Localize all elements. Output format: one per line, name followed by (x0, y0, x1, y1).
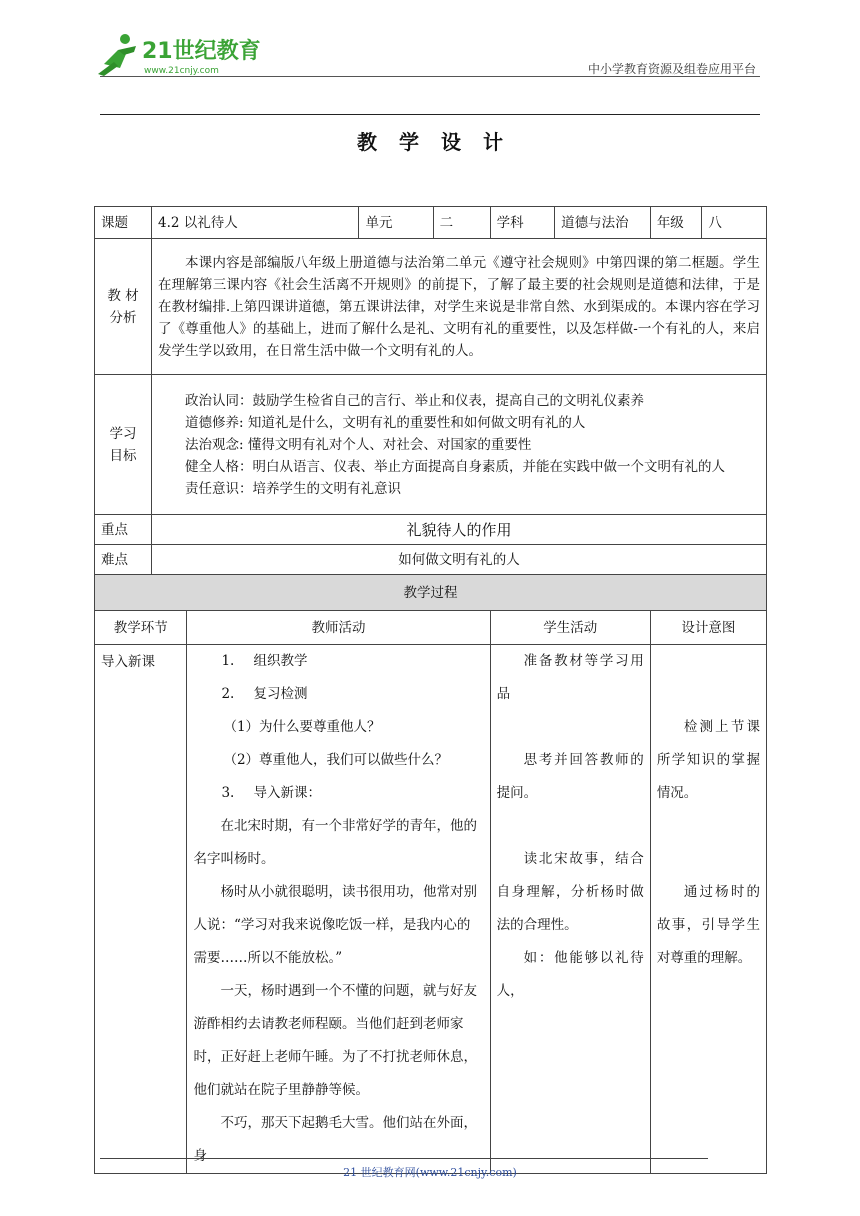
objective-item: 责任意识：培养学生的文明有礼意识 (184, 480, 401, 497)
key-point-label: 重点 (95, 515, 152, 545)
objective-item: 政治认同：鼓励学生检省自己的言行、举止和仪表，提高自己的文明礼仪素养 (184, 392, 644, 409)
analysis-text: 本课内容是部编版八年级上册道德与法治第二单元《遵守社会规则》中第四课的第二框题。学生在理解第三课内容《社会生活离不开规则》的前提下，了解了最主要的社会规则是道德和法律，于是在教材编排.上第四课讲道德，第五课讲法律，对学生来说是非常自然、水到渠成的。本课内容在学习了《尊重他人》的基础上，进而了解什么是礼、文明有礼的重要性，以及怎样做-一个有礼的人，来启发学生学以致用，在日常生活中做一个文明有礼的人。 (151, 239, 766, 375)
header-divider (100, 76, 760, 77)
analysis-label: 教 材 分析 (95, 239, 152, 375)
objective-item: 道德修养: 知道礼是什么，文明有礼的重要性和如何做文明有礼的人 (184, 414, 586, 431)
story-paragraph: 一天，杨时遇到一个不懂的问题，就与好友游酢相约去请教老师程颐。当他们赶到老师家时，正好赶上老师午睡。为了不打扰老师休息，他们就站在院子里静静等候。 (193, 983, 477, 1098)
intent-item: 通过杨时的故事，引导学生对尊重的理解。 (656, 884, 760, 966)
header-intent: 设计意图 (650, 611, 766, 645)
subject-value: 道德与法治 (555, 207, 651, 239)
site-logo (96, 28, 266, 80)
header-stage: 教学环节 (95, 611, 187, 645)
footer-link[interactable]: 21 世纪教育网(www.21cnjy.com) (343, 1166, 517, 1179)
teacher-step: 3. 导入新课： (221, 785, 321, 801)
story-paragraph: 杨时从小就很聪明，读书很用功，他常对别人说：“学习对我来说像吃饭一样，是我内心的需要……所以不能放松。” (193, 884, 477, 966)
footer-divider (100, 1158, 708, 1159)
header-student: 学生活动 (490, 611, 650, 645)
objective-item: 健全人格：明白从语言、仪表、举止方面提高自身素质，并能在实践中做一个文明有礼的人 (184, 458, 725, 475)
unit-label: 单元 (359, 207, 433, 239)
teacher-question: （1）为什么要尊重他人？ (223, 719, 381, 735)
process-header-row (95, 611, 767, 645)
difficulty-text: 如何做文明有礼的人 (151, 545, 766, 575)
teacher-question: （2）尊重他人，我们可以做些什么？ (223, 752, 449, 768)
intent-item: 检测上节课所学知识的掌握情况。 (656, 719, 760, 801)
key-point-row (95, 515, 767, 545)
lesson-plan-table (94, 206, 767, 1174)
runner-icon (98, 34, 136, 76)
difficulty-row (95, 545, 767, 575)
analysis-row (95, 239, 767, 375)
process-title-row (95, 575, 767, 611)
stage-name: 导入新课 (95, 645, 187, 1174)
student-activity (490, 645, 650, 1174)
svg-text:www.21cnjy.com: www.21cnjy.com (144, 66, 219, 76)
title-divider (100, 114, 760, 115)
story-paragraph: 不巧，那天下起鹅毛大雪。他们站在外面，身 (193, 1115, 477, 1164)
info-row (95, 207, 767, 239)
story-paragraph: 在北宋时期，有一个非常好学的青年，他的名字叫杨时。 (193, 818, 477, 867)
grade-label: 年级 (650, 207, 702, 239)
process-row (95, 645, 767, 1174)
key-point-text: 礼貌待人的作用 (151, 515, 766, 545)
student-item: 如：他能够以礼待人， (496, 950, 644, 999)
objective-item: 法治观念: 懂得文明有礼对个人、对社会、对国家的重要性 (184, 436, 532, 453)
teacher-activity (187, 645, 490, 1174)
objectives-label: 学习 目标 (95, 375, 152, 515)
difficulty-label: 难点 (95, 545, 152, 575)
topic-label: 课题 (95, 207, 152, 239)
grade-value: 八 (702, 207, 767, 239)
document-title: 教学设计 (357, 130, 525, 154)
unit-value: 二 (433, 207, 490, 239)
header-teacher: 教师活动 (187, 611, 490, 645)
objectives-row (95, 375, 767, 515)
teacher-step: 1. 组织教学 (221, 653, 308, 669)
platform-name: 中小学教育资源及组卷应用平台 (587, 62, 756, 76)
subject-label: 学科 (490, 207, 555, 239)
svg-text:21世纪教育: 21世纪教育 (142, 39, 261, 64)
design-intent (650, 645, 766, 1174)
student-item: 读北宋故事，结合自身理解，分析杨时做法的合理性。 (496, 851, 644, 933)
student-item: 准备教材等学习用品 (496, 653, 644, 702)
process-title: 教学过程 (95, 575, 767, 611)
objectives-list (151, 375, 766, 515)
teacher-step: 2. 复习检测 (221, 686, 308, 702)
student-item: 思考并回答教师的提问。 (496, 752, 644, 801)
topic-value: 4.2 以礼待人 (151, 207, 358, 239)
